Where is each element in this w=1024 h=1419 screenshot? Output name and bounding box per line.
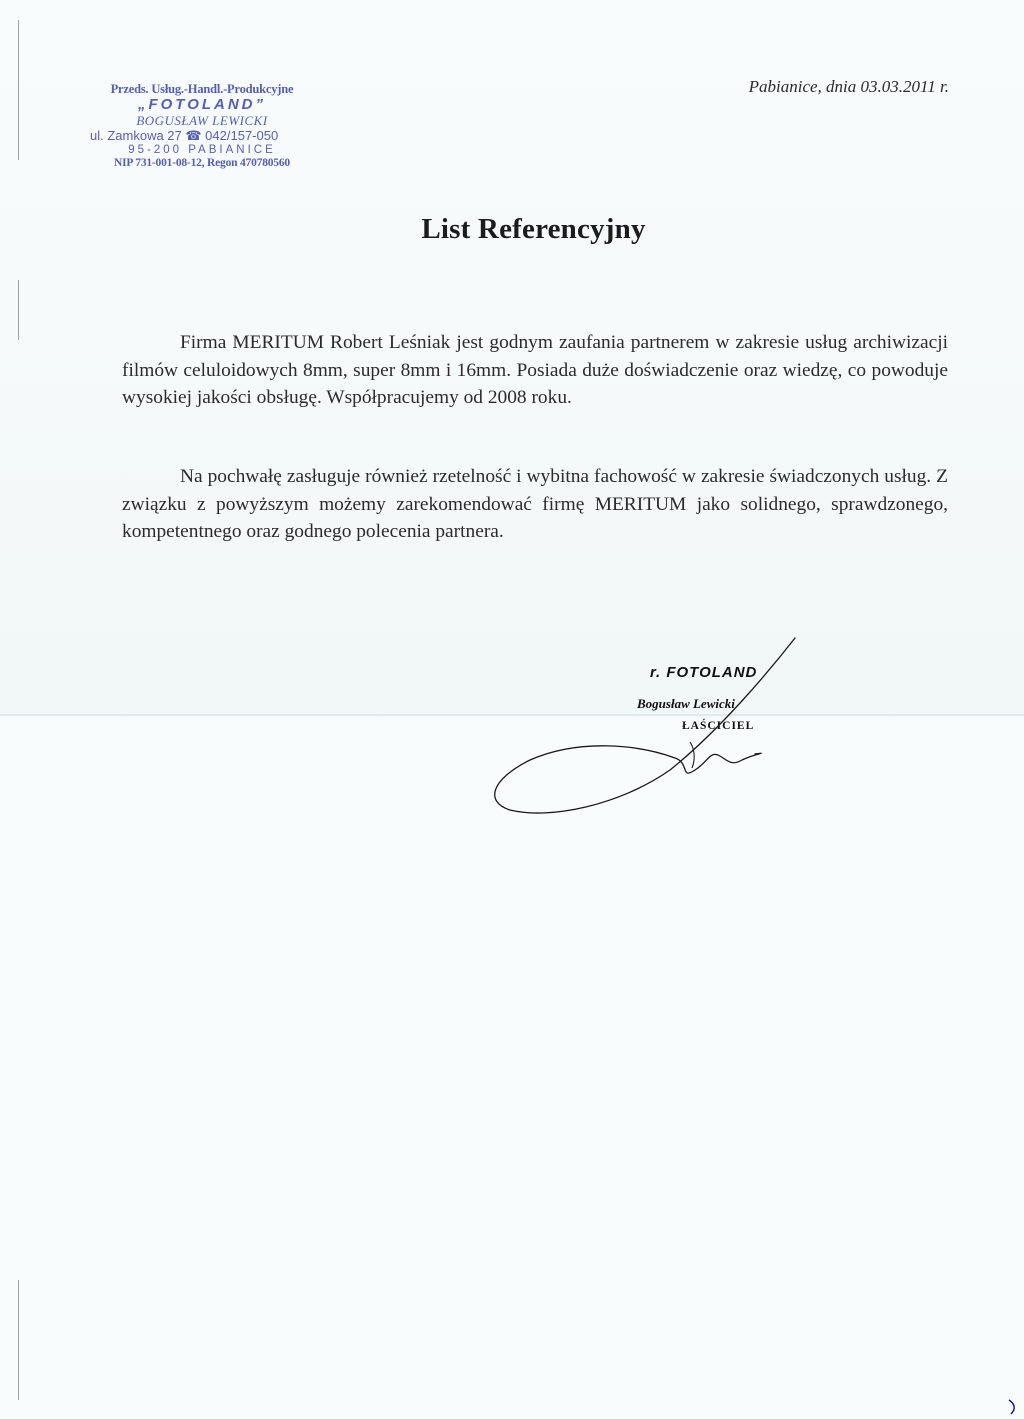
stamp-line-tax-ids: NIP 731-001-08-12, Regon 470780560 [114,156,290,169]
stamp-line-business-type: Przeds. Usług.-Handl.-Produkcyjne [110,82,294,96]
company-stamp [84,82,320,170]
letter-date: Pabianice, dnia 03.03.2011 r. [748,77,949,96]
scan-edge-mark [18,20,19,160]
scan-edge-mark [18,1280,19,1400]
stamp-line-company-name: „FOTOLAND” [137,96,267,114]
stamp-line-address: ul. Zamkowa 27 ☎ 042/157-050 [90,127,279,143]
document-title: List Referencyjny [421,213,646,245]
body-paragraph-2: Na pochwałę zasługuje również rzetelność i wybitna fachowość w zakresie świadczonych usług. Z związku z powyższym możemy zarekomendować firmę MERITUM jako solidnego, sprawdzonego, kompetentnego oraz godnego polecenia partnera. [122,466,948,542]
stamp-line-city: 95-200 PABIANICE [128,143,276,156]
signature-stamp-role: ŁAŚCICIEL [682,720,755,732]
handwritten-signature-icon [470,630,810,830]
signature-stamp-company: r. FOTOLAND [650,664,758,681]
scan-corner-mark-icon [1006,1399,1018,1415]
body-paragraph-1: Firma MERITUM Robert Leśniak jest godnym zaufania partnerem w zakresie usług archiwizacji filmów celuloidowych 8mm, super 8mm i 16mm. Posiada duże doświadczenie oraz wiedzę, co powoduje wysokiej jakości obsługę. Współpracujemy od 2008 roku. [122,332,948,408]
scan-edge-mark [18,280,19,340]
signature-stamp-name: Bogusław Lewicki [637,696,735,711]
stamp-line-owner: BOGUSŁAW LEWICKI [136,112,268,128]
